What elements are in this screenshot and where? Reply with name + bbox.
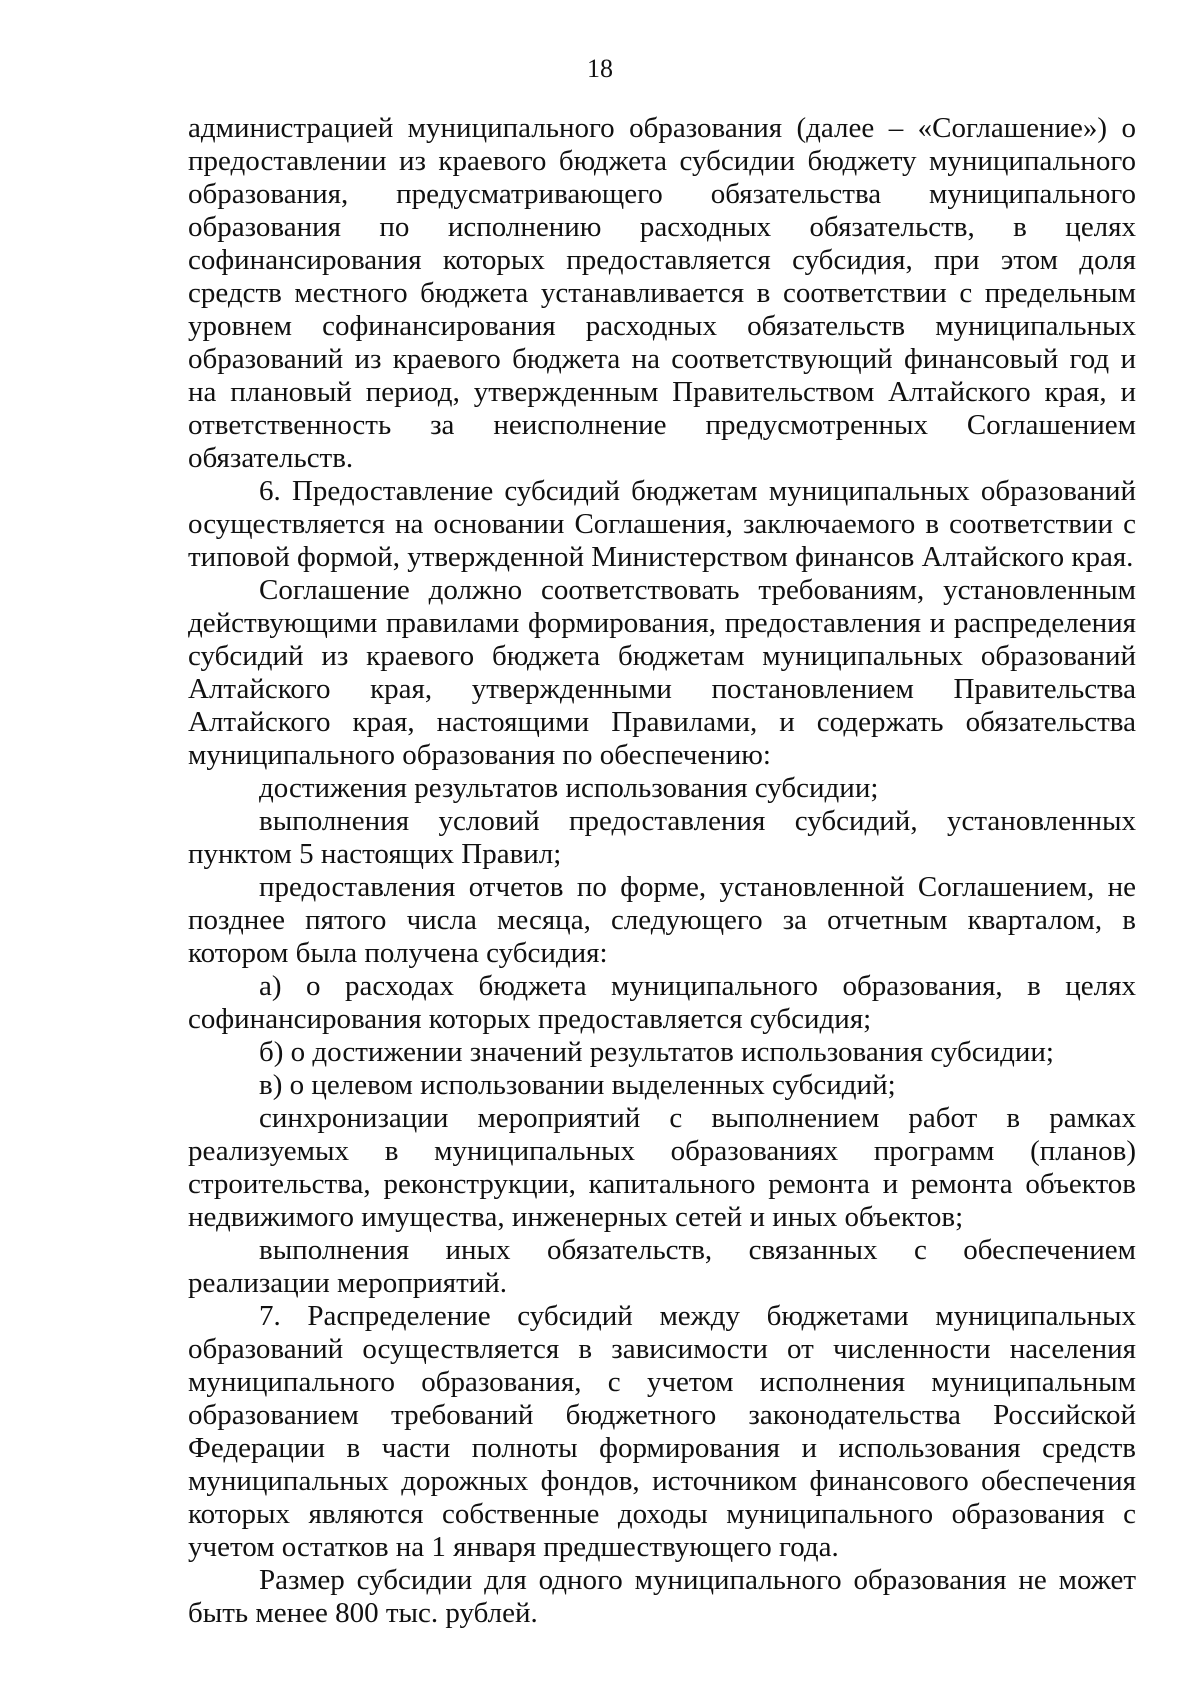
paragraph-subitem-b: б) о достижении значений результатов использования субсидии; (259, 1036, 1054, 1068)
paragraph-minimum-subsidy: Размер субсидии для одного муниципального образования не может быть менее 800 тыс. рублей. (188, 1564, 1136, 1629)
page-number: 18 (587, 54, 613, 83)
document-body (188, 112, 1136, 1630)
paragraph-synchronization: синхронизации мероприятий с выполнением работ в рамках реализуемых в муниципальных образованиях программ (планов) строительства, реконструкции, капитального ремонта и ремонта объектов недвижимого имущества, инженерных сетей и иных объектов; (188, 1102, 1136, 1233)
paragraph-other-obligations: выполнения иных обязательств, связанных с обеспечением реализации мероприятий. (188, 1234, 1136, 1299)
paragraph-item-7: 7. Распределение субсидий между бюджетами муниципальных образований осуществляется в зависимости от численности населения муниципального образования, с учетом исполнения муниципальным образованием требований бюджетного законодательства Российской Федерации в части полноты формирования и использования средств муниципальных дорожных фондов, источником финансового обеспечения которых являются собственные доходы муниципального образования с учетом остатков на 1 января предшествующего года. (188, 1300, 1136, 1563)
paragraph-subitem-v: в) о целевом использовании выделенных субсидий; (259, 1069, 896, 1101)
paragraph-conditions-fulfillment: выполнения условий предоставления субсидий, установленных пунктом 5 настоящих Правил; (188, 805, 1136, 870)
paragraph-subitem-a: а) о расходах бюджета муниципального образования, в целях софинансирования которых предоставляется субсидия; (188, 970, 1136, 1035)
paragraph-results-achievement: достижения результатов использования субсидии; (259, 772, 879, 804)
paragraph-reports-submission: предоставления отчетов по форме, установленной Соглашением, не позднее пятого числа месяца, следующего за отчетным кварталом, в котором была получена субсидия: (188, 871, 1136, 969)
paragraph-agreement-requirements: Соглашение должно соответствовать требованиям, установленным действующими правилами формирования, предоставления и распределения субсидий из краевого бюджета бюджетам муниципальных образований Алтайского края, утвержденными постановлением Правительства Алтайского края, настоящими Правилами, и содержать обязательства муниципального образования по обеспечению: (188, 574, 1136, 771)
paragraph-agreement-intro: администрацией муниципального образования (далее – «Соглашение») о предоставлении из краевого бюджета субсидии бюджету муниципального образования, предусматривающего обязательства муниципального образования по исполнению расходных обязательств, в целях софинансирования которых предоставляется субсидия, при этом доля средств местного бюджета устанавливается в соответствии с предельным уровнем софинансирования расходных обязательств муниципальных образований из краевого бюджета на соответствующий финансовый год и на плановый период, утвержденным Правительством Алтайского края, и ответственность за неисполнение предусмотренных Соглашением обязательств. (188, 112, 1136, 474)
paragraph-item-6: 6. Предоставление субсидий бюджетам муниципальных образований осуществляется на основании Соглашения, заключаемого в соответствии с типовой формой, утвержденной Министерством финансов Алтайского края. (188, 475, 1136, 573)
